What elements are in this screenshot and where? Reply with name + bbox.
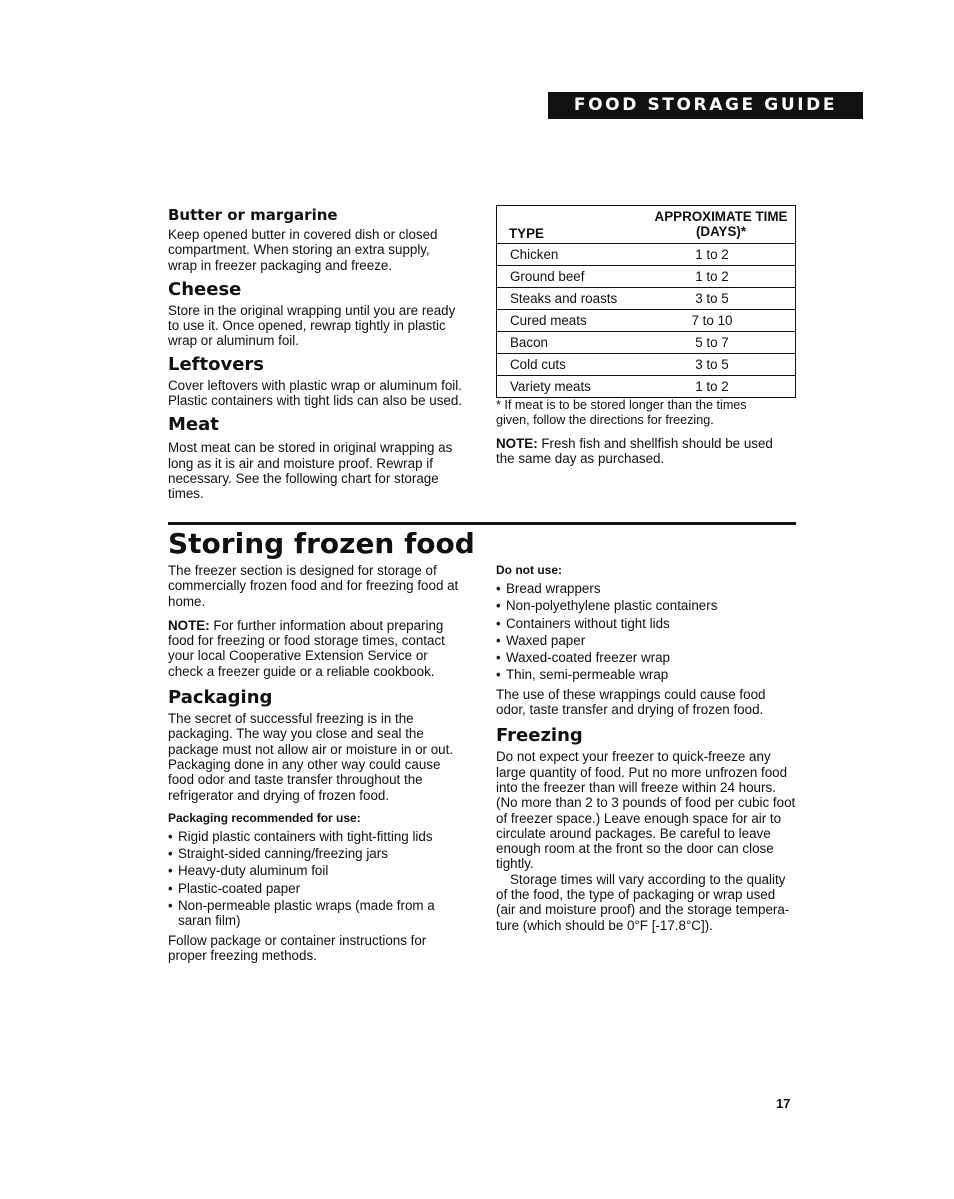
text-cheese: Store in the original wrapping until you are ready to use it. Once opened, rewrap tightly in plastic wrap or aluminum foil.	[168, 302, 456, 349]
list-item: • Heavy-duty aluminum foil	[168, 863, 458, 878]
cell-type: Variety meats	[510, 379, 591, 394]
section-banner: FOOD STORAGE GUIDE	[548, 92, 863, 119]
packaging-recommended-label: Packaging recommended for use:	[168, 810, 361, 825]
cell-time: 1 to 2	[695, 247, 729, 262]
section-leftovers	[168, 354, 473, 409]
do-not-use-label: Do not use:	[496, 563, 562, 577]
table-header	[497, 206, 795, 244]
table-row	[497, 354, 795, 376]
cell-type: Cold cuts	[510, 357, 566, 372]
section-cheese	[168, 279, 473, 349]
packaging-follow-text: Follow package or container instructions for proper freezing methods.	[168, 932, 427, 963]
note-text: Fresh fish and shellfish should be used the same day as purchased.	[496, 436, 773, 466]
text-meat: Most meat can be stored in original wrapping as long as it is air and moisture proof. Rewrap if necessary. See the following chart for storage times.	[168, 440, 453, 502]
note-text: For further information about preparing food for freezing or food storage times, contact your local Cooperative Extension Service or check a freezer guide or a reliable cookbook.	[168, 617, 445, 679]
section-meat	[168, 414, 473, 501]
do-not-use-list	[496, 581, 796, 683]
freezing-text: Do not expect your freezer to quick-freeze any large quantity of food. Put no more unfrozen food into the freezer than will freeze within 24 hours. (No more than 2 to 3 pounds of food per cubic foot of freezer space.) Leave enough space for air to circulate around packages. Be careful to leave enough room at the front so the door can close tightly.	[496, 749, 796, 872]
storage-times-text: Storage times will vary according to the quality of the food, the type of packaging or wrap used (air and moisture proof) and the storage tempera-ture (which should be 0°F [-17.8°C]).	[496, 871, 790, 933]
table-row	[497, 376, 795, 397]
page-number: 17	[776, 1096, 791, 1111]
cell-time: 3 to 5	[695, 291, 729, 306]
table-row	[497, 332, 795, 354]
note-label: NOTE:	[496, 436, 538, 451]
packaging-text: The secret of successful freezing is in the packaging. The way you close and seal the package must not allow air or moisture in or out. Packaging done in any other way could cause food odor and taste transfer throughout the refrigerator and drying of frozen food.	[168, 711, 454, 803]
heading-cheese: Cheese	[168, 278, 242, 300]
frozen-note	[168, 618, 458, 679]
heading-butter: Butter or margarine	[168, 206, 338, 224]
list-item: • Containers without tight lids	[496, 616, 796, 631]
cell-type: Bacon	[510, 335, 548, 350]
list-item: • Non-polyethylene plastic containers	[496, 598, 796, 613]
section-divider	[168, 522, 796, 525]
frozen-left-column	[168, 563, 468, 963]
frozen-right-column	[496, 563, 796, 933]
cell-type: Steaks and roasts	[510, 291, 618, 306]
text-butter: Keep opened butter in covered dish or closed compartment. When storing an extra supply, wrap in freezer packaging and freeze.	[168, 227, 438, 273]
list-item: • Rigid plastic containers with tight-fitting lids	[168, 829, 458, 844]
text-leftovers: Cover leftovers with plastic wrap or aluminum foil. Plastic containers with tight lids can also be used.	[168, 377, 463, 409]
do-not-use-consequence: The use of these wrappings could cause food odor, taste transfer and drying of frozen food.	[496, 686, 766, 718]
heading-meat: Meat	[168, 414, 219, 436]
heading-packaging: Packaging	[168, 687, 273, 709]
list-item: • Waxed-coated freezer wrap	[496, 650, 796, 665]
table-row	[497, 288, 795, 310]
meat-storage-table	[496, 205, 796, 398]
fish-note	[496, 436, 786, 466]
note-label: NOTE:	[168, 617, 210, 633]
table-row	[497, 310, 795, 332]
table-footnote: * If meat is to be stored longer than the times given, follow the directions for freezing.	[496, 398, 747, 427]
cell-time: 5 to 7	[695, 335, 729, 350]
list-item: • Non-permeable plastic wraps (made from a saran film)	[168, 898, 458, 929]
page-title: Storing frozen food	[168, 527, 475, 560]
cell-type: Chicken	[510, 247, 559, 262]
cell-type: Ground beef	[510, 269, 585, 284]
cell-time: 7 to 10	[691, 313, 733, 328]
table-row	[497, 244, 795, 266]
column-header-type: TYPE	[509, 226, 544, 241]
cell-time: 1 to 2	[695, 379, 729, 394]
list-item: • Straight-sided canning/freezing jars	[168, 846, 458, 861]
list-item: • Plastic-coated paper	[168, 881, 458, 896]
heading-leftovers: Leftovers	[168, 353, 265, 375]
refrigerator-column	[168, 206, 473, 502]
cell-time: 1 to 2	[695, 269, 729, 284]
list-item: • Thin, semi-permeable wrap	[496, 667, 796, 682]
list-item: • Waxed paper	[496, 633, 796, 648]
column-header-time: APPROXIMATE TIME (DAYS)*	[654, 209, 788, 239]
packaging-recommended-list	[168, 829, 458, 929]
cell-type: Cured meats	[510, 313, 587, 328]
heading-freezing: Freezing	[496, 725, 583, 747]
section-butter	[168, 206, 473, 273]
list-item: • Bread wrappers	[496, 581, 796, 596]
cell-time: 3 to 5	[695, 357, 729, 372]
table-row	[497, 266, 795, 288]
frozen-intro: The freezer section is designed for storage of commercially frozen food and for freezing food at home.	[168, 563, 459, 609]
table-footnote-block	[496, 398, 796, 466]
